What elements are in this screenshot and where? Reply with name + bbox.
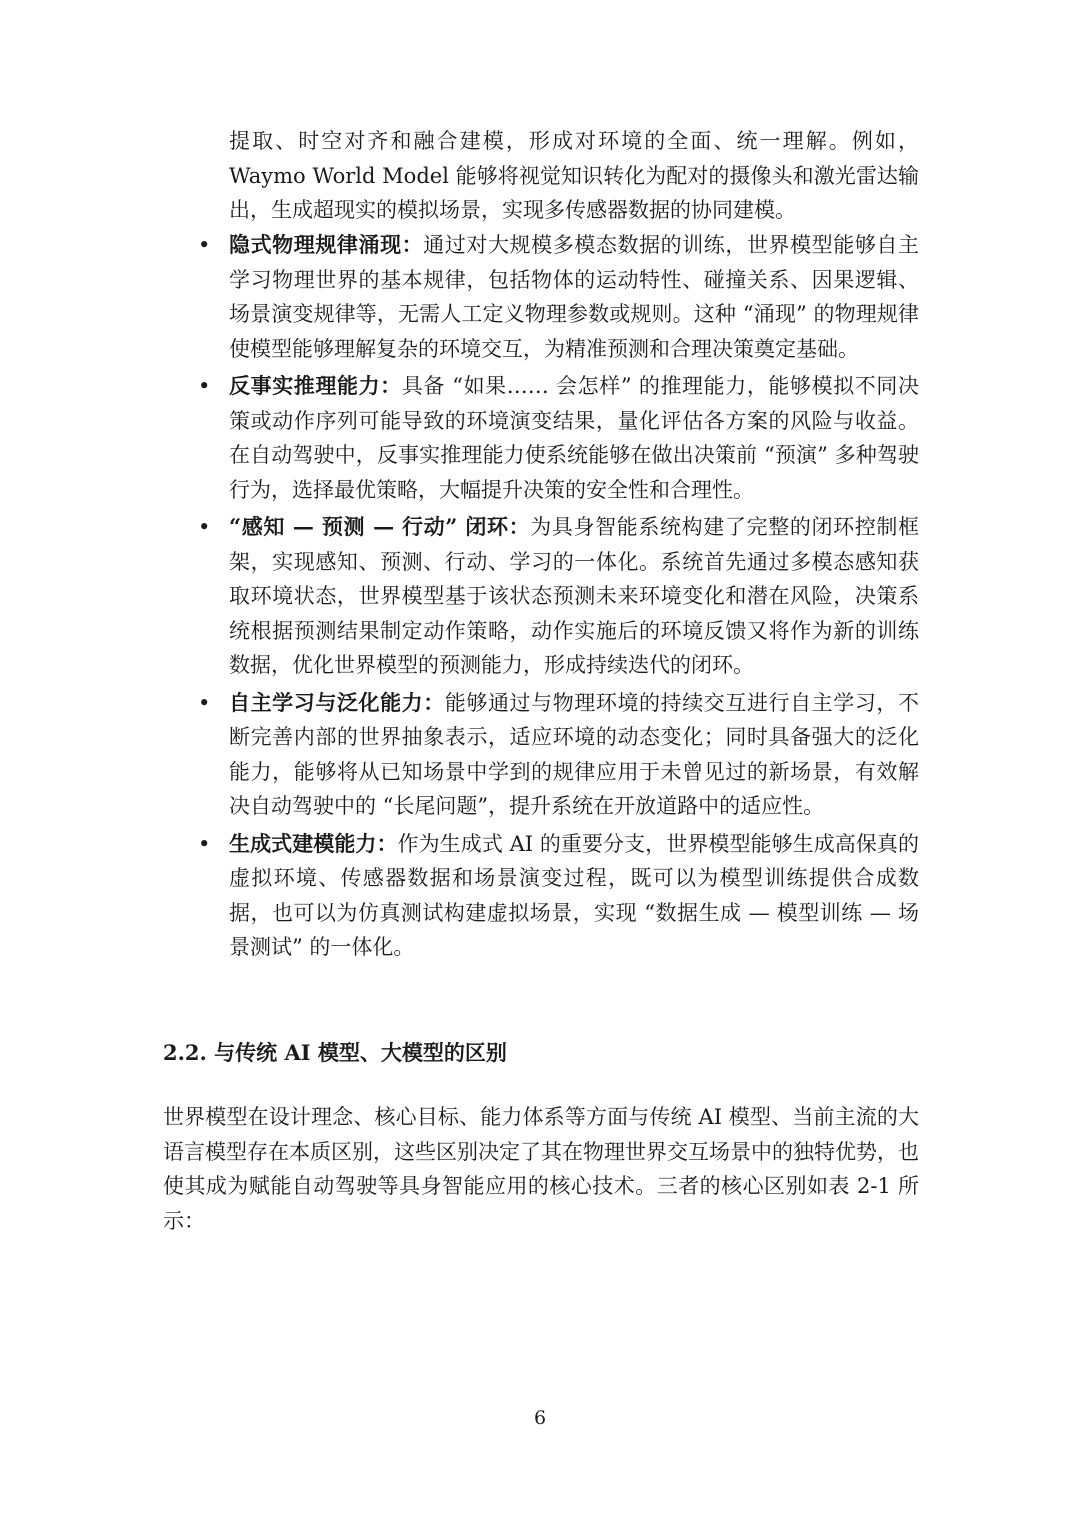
continuation-paragraph: 提取、时空对齐和融合建模，形成对环境的全面、统一理解。例如，Waymo World Model 能够将视觉知识转化为配对的摄像头和激光雷达输出，生成超现实的模拟场景，实现多传感器数据的协同建模。 xyxy=(229,129,919,222)
bullet-dot-icon: • xyxy=(198,233,211,257)
bullet-title: 反事实推理能力： xyxy=(229,373,402,398)
bullet-item-counterfactual xyxy=(198,369,920,507)
bullet-dot-icon: • xyxy=(198,374,211,398)
bullet-item-closed-loop xyxy=(198,510,920,683)
section-heading: 2.2. 与传统 AI 模型、大模型的区别 xyxy=(163,1040,507,1065)
bullet-title: 隐式物理规律涌现： xyxy=(229,232,424,257)
bullet-dot-icon: • xyxy=(198,690,211,715)
bullet-item-implicit-physics xyxy=(198,228,920,366)
bullet-title: 自主学习与泛化能力： xyxy=(229,689,445,715)
bullet-text: 具备 “如果…… 会怎样” 的推理能力，能够模拟不同决策或动作序列可能导致的环境演变结果，量化评估各方案的风险与收益。在自动驾驶中，反事实推理能力使系统能够在做出决策前 “预演” 多种驾驶行为，选择最优策略，大幅提升决策的安全性和合理性。 xyxy=(229,374,920,502)
bullet-text: 作为生成式 AI 的重要分支，世界模型能够生成高保真的虚拟环境、传感器数据和场景演变过程，既可以为模型训练提供合成数据，也可以为仿真测试构建虚拟场景，实现 “数据生成 — 模型训练 — 场景测试” 的一体化。 xyxy=(229,831,919,959)
bullet-item-generalization xyxy=(198,686,920,824)
bullet-text: 能够通过与物理环境的持续交互进行自主学习，不断完善内部的世界抽象表示，适应环境的动态变化；同时具备强大的泛化能力，能够将从已知场景中学到的规律应用于未曾见过的新场景，有效解决自动驾驶中的 “长尾问题”，提升系统在开放道路中的适应性。 xyxy=(229,690,920,818)
bullet-title: “感知 — 预测 — 行动” 闭环： xyxy=(229,514,531,539)
bullet-title: 生成式建模能力： xyxy=(229,830,398,856)
bullet-dot-icon: • xyxy=(198,831,211,856)
page-number: 6 xyxy=(533,1407,547,1429)
bullet-text: 为具身智能系统构建了完整的闭环控制框架，实现感知、预测、行动、学习的一体化。系统首先通过多模态感知获取环境状态，世界模型基于该状态预测未来环境变化和潜在风险，决策系统根据预测结果制定动作策略，动作实施后的环境反馈又将作为新的训练数据，优化世界模型的预测能力，形成持续迭代的闭环。 xyxy=(229,515,920,677)
bullet-text: 通过对大规模多模态数据的训练，世界模型能够自主学习物理世界的基本规律，包括物体的运动特性、碰撞关系、因果逻辑、场景演变规律等，无需人工定义物理参数或规则。这种 “涌现” 的物理规律使模型能够理解复杂的环境交互，为精准预测和合理决策奠定基础。 xyxy=(229,233,920,361)
bullet-item-generative xyxy=(198,827,919,965)
feature-bullet-list xyxy=(198,228,920,968)
bullet-dot-icon: • xyxy=(198,515,211,539)
section-paragraph: 世界模型在设计理念、核心目标、能力体系等方面与传统 AI 模型、当前主流的大语言模型存在本质区别，这些区别决定了其在物理世界交互场景中的独特优势，也使其成为赋能自动驾驶等具身智能应用的核心技术。三者的核心区别如表 2-1 所示： xyxy=(163,1105,919,1233)
